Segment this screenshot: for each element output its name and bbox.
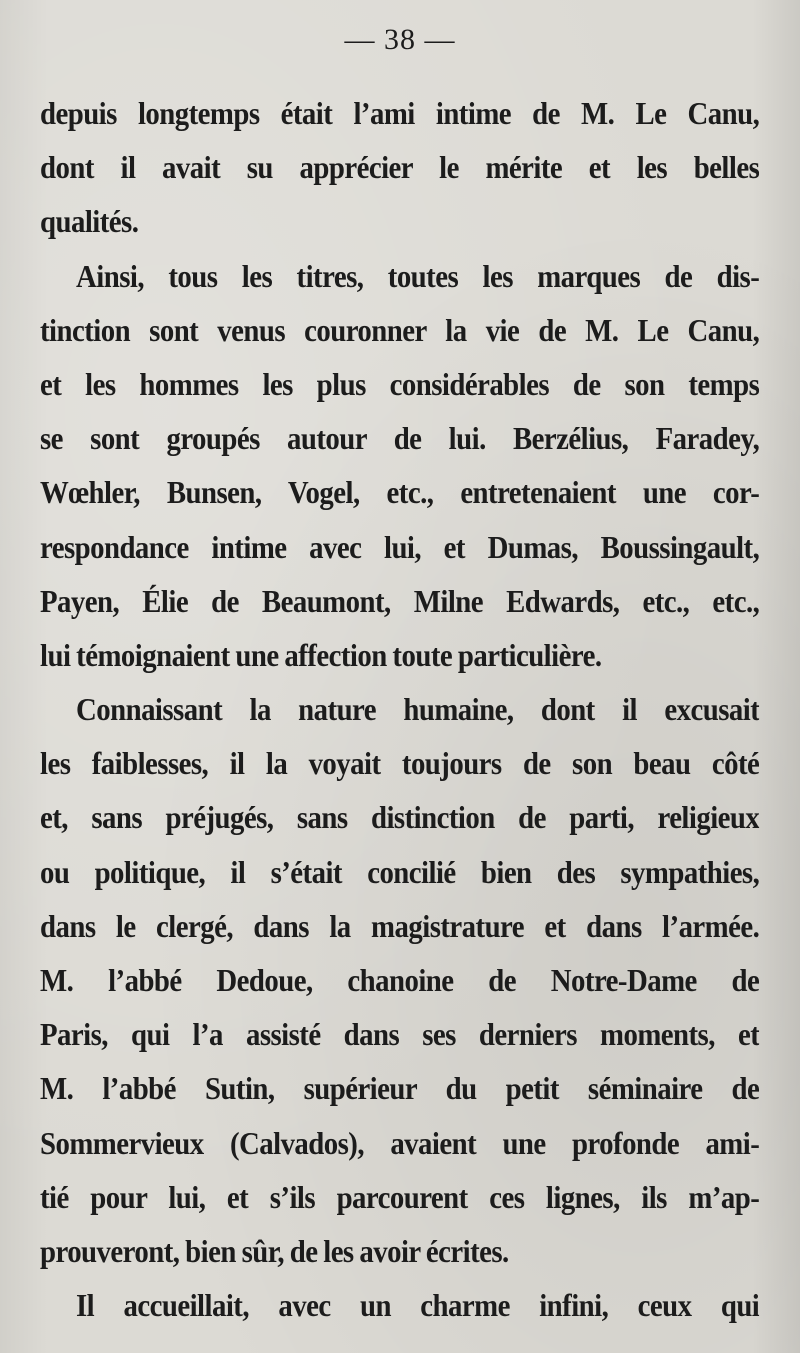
- text-line: M. l’abbé Dedoue, chanoine de Notre-Dame de: [40, 962, 760, 998]
- text-line: Paris, qui l’a assisté dans ses derniers moments, et: [40, 1016, 760, 1053]
- text-line: se sont groupés autour de lui. Berzélius, Faradey,: [40, 420, 760, 457]
- text-line: dans le clergé, dans la magistrature et dans l’armée.: [40, 907, 760, 944]
- text-line: Payen, Élie de Beaumont, Milne Edwards, etc., etc.,: [40, 582, 760, 619]
- text-line: les faiblesses, il la voyait toujours de son beau côté: [40, 745, 760, 782]
- text-line: Wœhler, Bunsen, Vogel, etc., entretenaient une cor-: [40, 474, 760, 511]
- text-line: et les hommes les plus considérables de son temps: [40, 365, 760, 402]
- text-line: ou politique, il s’était concilié bien des sympathies,: [40, 853, 760, 890]
- text-line: Sommervieux (Calvados), avaient une profonde ami-: [40, 1124, 760, 1161]
- text-line: Il accueillait, avec un charme infini, ceux qui: [76, 1287, 760, 1324]
- text-line: Connaissant la nature humaine, dont il excusait: [76, 691, 760, 728]
- page-number: — 38 —: [344, 23, 456, 56]
- text-line: Ainsi, tous les titres, toutes les marques de dis-: [76, 257, 760, 294]
- text-line: dont il avait su apprécier le mérite et les belles: [40, 149, 760, 186]
- text-line: depuis longtemps était l’ami intime de M. Le Canu,: [40, 95, 760, 131]
- text-line: tié pour lui, et s’ils parcourent ces lignes, ils m’ap-: [40, 1178, 760, 1215]
- body-text: [40, 86, 760, 1332]
- text-line: qualités.: [40, 203, 139, 240]
- text-line: tinction sont venus couronner la vie de M. Le Canu,: [40, 311, 760, 348]
- text-line: prouveront, bien sûr, de les avoir écrites.: [40, 1232, 509, 1269]
- text-line: et, sans préjugés, sans distinction de parti, religieux: [40, 799, 760, 836]
- text-line: M. l’abbé Sutin, supérieur du petit séminaire de: [40, 1070, 760, 1107]
- text-line: lui témoignaient une affection toute particulière.: [40, 636, 602, 673]
- text-line: respondance intime avec lui, et Dumas, Boussingault,: [40, 528, 760, 565]
